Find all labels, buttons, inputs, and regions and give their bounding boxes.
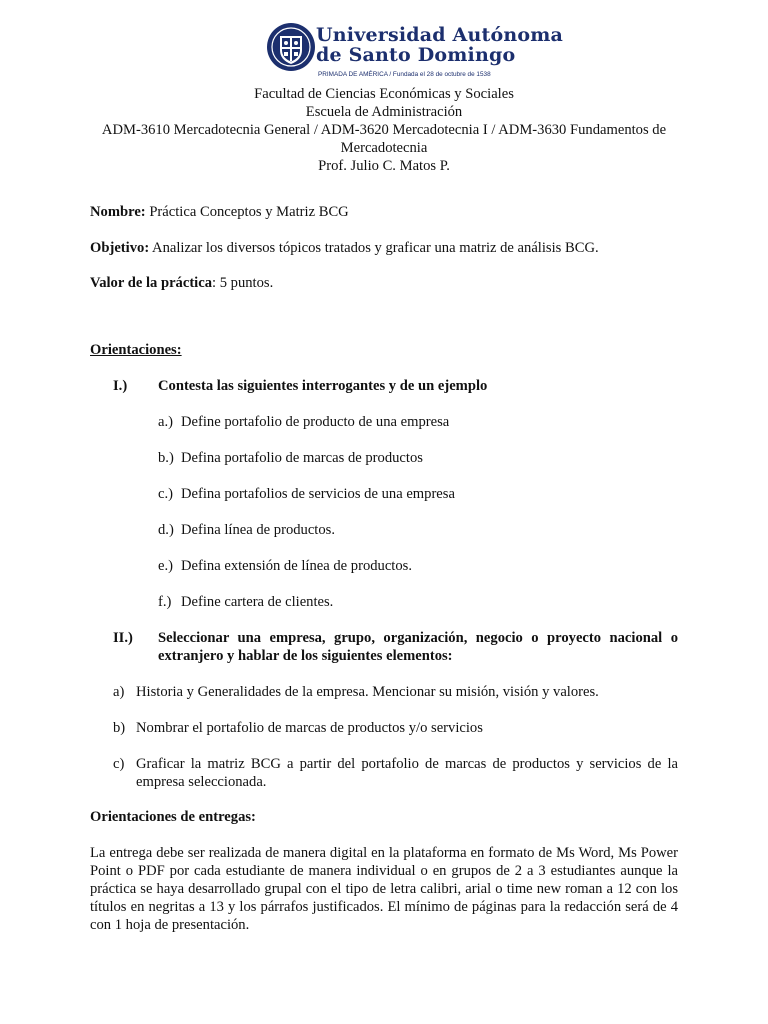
list-item-letter: b) bbox=[113, 720, 126, 736]
university-logo bbox=[266, 16, 564, 80]
list-item-letter: c.) bbox=[158, 486, 173, 502]
list-item: Defina línea de productos. bbox=[181, 522, 335, 538]
objetivo-field bbox=[90, 239, 678, 257]
course-line-cont: Mercadotecnia bbox=[340, 140, 428, 156]
document-header bbox=[90, 85, 678, 175]
list-item-letter: c) bbox=[113, 756, 125, 772]
list-item-letter: a.) bbox=[158, 414, 173, 430]
nombre-value: Práctica Conceptos y Matriz BCG bbox=[145, 204, 349, 220]
list-item: Defina extensión de línea de productos. bbox=[181, 558, 412, 574]
list-item-letter: b.) bbox=[158, 450, 174, 466]
course-line: ADM-3610 Mercadotecnia General / ADM-3620 Mercadotecnia I / ADM-3630 Fundamentos de bbox=[101, 122, 667, 138]
entregas-heading: Orientaciones de entregas: bbox=[90, 809, 256, 825]
entregas-paragraph: La entrega debe ser realizada de manera digital en la plataforma en formato de Ms Word, Ms Power Point o PDF por cada estudiante de manera individual o en grupos de 2 a 3 estudiantes aunque la práctica se haya desarrollado grupal con el tipo de letra calibri, arial o time new roman a 12 con los títulos en negritas a 13 y los párrafos justificados. El mínimo de páginas para la redacción será de 4 con 1 hoja de presentación. bbox=[90, 845, 678, 933]
nombre-label: Nombre: bbox=[90, 204, 146, 220]
faculty-line: Facultad de Ciencias Económicas y Sociales bbox=[254, 86, 514, 102]
list-item-letter: f.) bbox=[158, 594, 172, 610]
nombre-field bbox=[90, 203, 678, 221]
list-item-letter: a) bbox=[113, 684, 125, 700]
list-item-letter: d.) bbox=[158, 522, 174, 538]
list-item: Graficar la matriz BCG a partir del portafolio de marcas de productos y servicios de la empresa seleccionada. bbox=[136, 756, 678, 790]
logo-name-line2: de Santo Domingo bbox=[316, 44, 516, 66]
list-item: Defina portafolio de marcas de productos bbox=[181, 450, 423, 466]
orientaciones-heading: Orientaciones: bbox=[90, 342, 182, 358]
logo-tagline: PRIMADA DE AMÉRICA / Fundada el 28 de octubre de 1538 bbox=[318, 71, 491, 78]
objetivo-label: Objetivo: bbox=[90, 240, 150, 256]
valor-value: : 5 puntos. bbox=[212, 275, 274, 291]
professor-line: Prof. Julio C. Matos P. bbox=[318, 158, 450, 174]
school-line: Escuela de Administración bbox=[305, 104, 463, 120]
list-item-letter: e.) bbox=[158, 558, 173, 574]
objetivo-value: Analizar los diversos tópicos tratados y graficar una matriz de análisis BCG. bbox=[149, 240, 599, 256]
list-item: Define cartera de clientes. bbox=[181, 594, 334, 610]
list-item: Defina portafolios de servicios de una empresa bbox=[181, 486, 455, 502]
section-1-number: I.) bbox=[113, 378, 128, 394]
list-item: Define portafolio de producto de una empresa bbox=[181, 414, 450, 430]
section-2-title: Seleccionar una empresa, grupo, organización, negocio o proyecto nacional o extranjero y hablar de los siguientes elementos: bbox=[158, 630, 678, 664]
section-2-number: II.) bbox=[113, 630, 133, 646]
university-seal-icon bbox=[266, 16, 316, 78]
list-item: Nombrar el portafolio de marcas de productos y/o servicios bbox=[136, 720, 483, 736]
logo-name-line1: Universidad Autónoma bbox=[316, 24, 564, 46]
valor-field bbox=[90, 274, 678, 292]
list-item: Historia y Generalidades de la empresa. Mencionar su misión, visión y valores. bbox=[136, 684, 599, 700]
valor-label: Valor de la práctica bbox=[90, 275, 213, 291]
section-1-title: Contesta las siguientes interrogantes y de un ejemplo bbox=[158, 378, 488, 394]
